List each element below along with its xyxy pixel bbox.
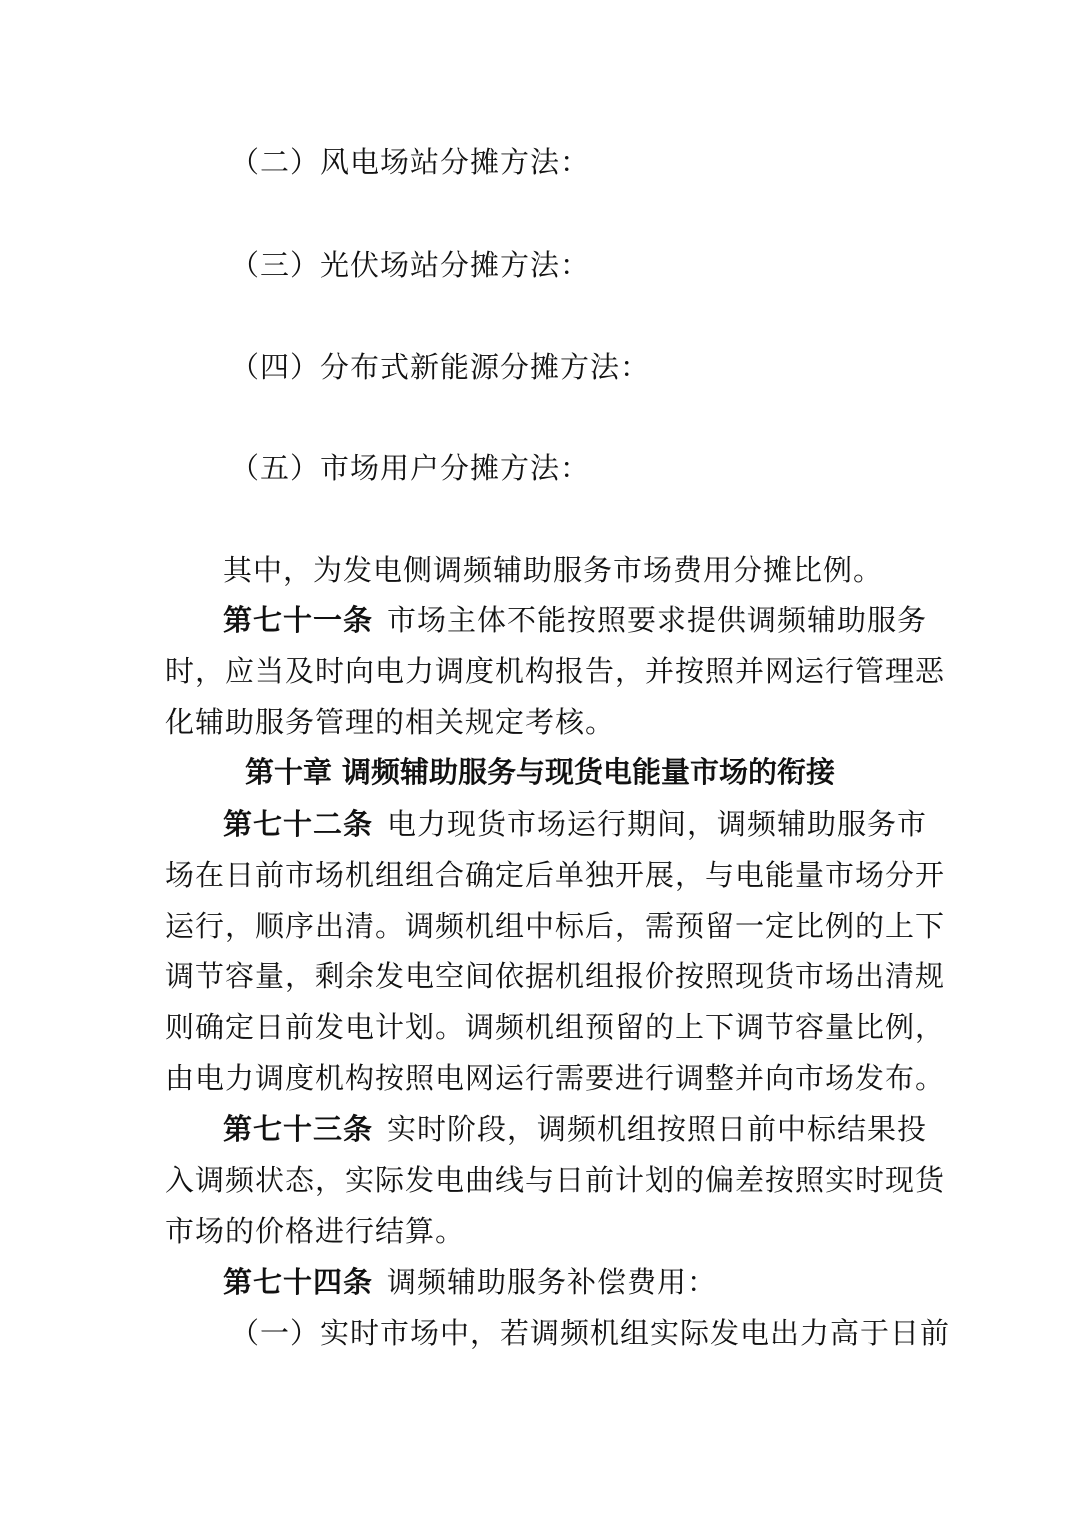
article-72-label: 第七十二条 bbox=[223, 807, 374, 841]
article-73-line3: 市场的价格进行结算。 bbox=[165, 1214, 466, 1248]
article-73-label: 第七十三条 bbox=[223, 1112, 374, 1146]
list-item-distributed: （四）分布式新能源分摊方法： bbox=[230, 350, 651, 384]
article-71-text1: 市场主体不能按照要求提供调频辅助服务 bbox=[387, 603, 928, 637]
article-71-line2: 时，应当及时向电力调度机构报告，并按照并网运行管理恶 bbox=[165, 654, 946, 688]
list-item-users: （五）市场用户分摊方法： bbox=[230, 451, 591, 485]
article-72-line3: 运行，顺序出清。调频机组中标后，需预留一定比例的上下 bbox=[165, 909, 946, 943]
article-72-line6: 由电力调度机构按照电网运行需要进行调整并向市场发布。 bbox=[165, 1061, 946, 1095]
article-73-line1 bbox=[223, 1109, 928, 1149]
article-71-line3: 化辅助服务管理的相关规定考核。 bbox=[165, 705, 616, 739]
chapter-10-title: 第十章 调频辅助服务与现货电能量市场的衔接 bbox=[244, 755, 836, 789]
article-71-line1 bbox=[223, 600, 928, 640]
article-72-line5: 则确定日前发电计划。调频机组预留的上下调节容量比例， bbox=[165, 1010, 946, 1044]
article-74-text1: 调频辅助服务补偿费用： bbox=[387, 1265, 718, 1299]
article-72-line4: 调节容量，剩余发电空间依据机组报价按照现货市场出清规 bbox=[165, 959, 946, 993]
article-73-line2: 入调频状态，实际发电曲线与日前计划的偏差按照实时现货 bbox=[165, 1163, 946, 1197]
list-item-wind: （二）风电场站分摊方法： bbox=[230, 145, 591, 179]
article-72-line2: 场在日前市场机组组合确定后单独开展，与电能量市场分开 bbox=[165, 858, 946, 892]
list-item-solar: （三）光伏场站分摊方法： bbox=[230, 248, 591, 282]
article-72-line1 bbox=[223, 804, 928, 844]
article-71-label: 第七十一条 bbox=[223, 603, 374, 637]
article-74-label: 第七十四条 bbox=[223, 1265, 374, 1299]
ratio-note: 其中，为发电侧调频辅助服务市场费用分摊比例。 bbox=[223, 553, 884, 587]
article-74-item1: （一）实时市场中，若调频机组实际发电出力高于日前 bbox=[230, 1316, 951, 1350]
article-74-line1 bbox=[223, 1262, 973, 1302]
article-73-text1: 实时阶段，调频机组按照日前中标结果投 bbox=[387, 1112, 928, 1146]
article-72-text1: 电力现货市场运行期间，调频辅助服务市 bbox=[387, 807, 928, 841]
